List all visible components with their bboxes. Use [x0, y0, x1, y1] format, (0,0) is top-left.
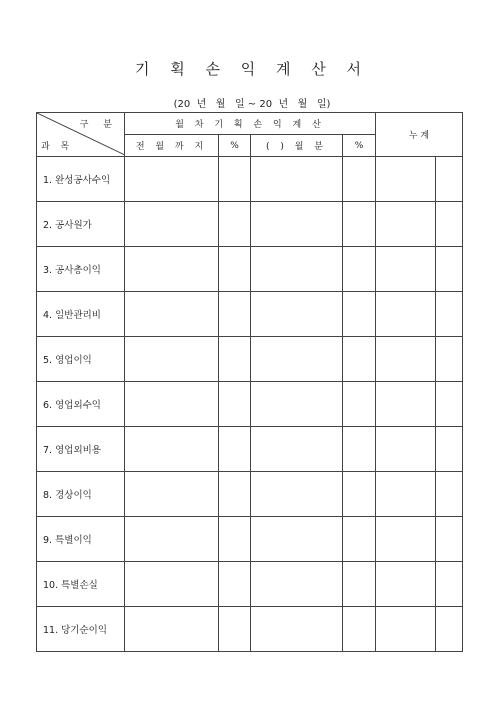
- cell-cumulative[interactable]: [376, 202, 436, 247]
- header-pct-1: %: [219, 135, 251, 157]
- row-label: 3. 공사총이익: [37, 247, 125, 292]
- cell-cumulative-pct[interactable]: [436, 202, 463, 247]
- cell-cumulative[interactable]: [376, 292, 436, 337]
- cell-pct[interactable]: [343, 157, 376, 202]
- cell-cumulative[interactable]: [376, 157, 436, 202]
- cell-prev-month[interactable]: [125, 292, 219, 337]
- cell-pct[interactable]: [219, 157, 251, 202]
- cell-month[interactable]: [251, 292, 343, 337]
- cell-month[interactable]: [251, 517, 343, 562]
- table-row: [37, 562, 463, 607]
- cell-cumulative-pct[interactable]: [436, 382, 463, 427]
- cell-prev-month[interactable]: [125, 562, 219, 607]
- table-row: [37, 607, 463, 652]
- cell-prev-month[interactable]: [125, 427, 219, 472]
- cell-prev-month[interactable]: [125, 247, 219, 292]
- cell-prev-month[interactable]: [125, 607, 219, 652]
- table-row: [37, 382, 463, 427]
- cell-prev-month[interactable]: [125, 337, 219, 382]
- header-row-top: [37, 113, 463, 135]
- cell-cumulative-pct[interactable]: [436, 247, 463, 292]
- table-row: [37, 472, 463, 517]
- header-prev-month: 전 월 까 지: [125, 135, 219, 157]
- cell-cumulative-pct[interactable]: [436, 337, 463, 382]
- row-label: 7. 영업외비용: [37, 427, 125, 472]
- row-label: 1. 완성공사수익: [37, 157, 125, 202]
- header-month-part: ( ) 월 분: [251, 135, 343, 157]
- cell-cumulative[interactable]: [376, 607, 436, 652]
- row-label: 10. 특별손실: [37, 562, 125, 607]
- header-cumulative: 누 계: [376, 113, 463, 157]
- cell-pct[interactable]: [343, 337, 376, 382]
- cell-cumulative[interactable]: [376, 517, 436, 562]
- cell-pct[interactable]: [219, 562, 251, 607]
- row-label: 11. 당기순이익: [37, 607, 125, 652]
- header-gubun: 구 분: [79, 120, 118, 130]
- cell-prev-month[interactable]: [125, 157, 219, 202]
- cell-month[interactable]: [251, 382, 343, 427]
- cell-month[interactable]: [251, 427, 343, 472]
- cell-pct[interactable]: [219, 517, 251, 562]
- cell-prev-month[interactable]: [125, 382, 219, 427]
- cell-cumulative-pct[interactable]: [436, 517, 463, 562]
- row-label: 2. 공사원가: [37, 202, 125, 247]
- table-row: [37, 427, 463, 472]
- cell-pct[interactable]: [219, 202, 251, 247]
- cell-month[interactable]: [251, 472, 343, 517]
- cell-cumulative[interactable]: [376, 472, 436, 517]
- row-label: 5. 영업이익: [37, 337, 125, 382]
- row-label: 9. 특별이익: [37, 517, 125, 562]
- cell-pct[interactable]: [343, 382, 376, 427]
- cell-pct[interactable]: [219, 427, 251, 472]
- cell-cumulative-pct[interactable]: [436, 292, 463, 337]
- cell-cumulative[interactable]: [376, 337, 436, 382]
- cell-cumulative-pct[interactable]: [436, 607, 463, 652]
- cell-pct[interactable]: [343, 472, 376, 517]
- cell-month[interactable]: [251, 247, 343, 292]
- cell-cumulative[interactable]: [376, 562, 436, 607]
- document-title: 기 획 손 익 계 산 서: [134, 60, 370, 78]
- cell-pct[interactable]: [343, 517, 376, 562]
- cell-cumulative-pct[interactable]: [436, 472, 463, 517]
- cell-month[interactable]: [251, 337, 343, 382]
- cell-cumulative[interactable]: [376, 382, 436, 427]
- cell-pct[interactable]: [343, 292, 376, 337]
- cell-pct[interactable]: [343, 202, 376, 247]
- cell-pct[interactable]: [343, 607, 376, 652]
- row-label: 8. 경상이익: [37, 472, 125, 517]
- table-row: [37, 247, 463, 292]
- cell-prev-month[interactable]: [125, 517, 219, 562]
- cell-pct[interactable]: [219, 292, 251, 337]
- period-range: (20 년 월 일 ~ 20 년 월 일): [173, 99, 331, 110]
- cell-pct[interactable]: [219, 472, 251, 517]
- cell-cumulative[interactable]: [376, 247, 436, 292]
- table-row: [37, 517, 463, 562]
- table-row: [37, 202, 463, 247]
- header-corner-cell: [37, 113, 125, 157]
- cell-month[interactable]: [251, 157, 343, 202]
- cell-pct[interactable]: [219, 382, 251, 427]
- table-row: [37, 157, 463, 202]
- cell-pct[interactable]: [343, 427, 376, 472]
- cell-pct[interactable]: [219, 337, 251, 382]
- cell-cumulative[interactable]: [376, 427, 436, 472]
- row-label: 4. 일반관리비: [37, 292, 125, 337]
- cell-pct[interactable]: [343, 562, 376, 607]
- cell-cumulative-pct[interactable]: [436, 427, 463, 472]
- cell-month[interactable]: [251, 607, 343, 652]
- header-monthly-group: 월 차 기 획 손 익 계 산: [125, 113, 376, 135]
- row-label: 6. 영업외수익: [37, 382, 125, 427]
- cell-prev-month[interactable]: [125, 472, 219, 517]
- table-row: [37, 292, 463, 337]
- cell-pct[interactable]: [219, 247, 251, 292]
- table-row: [37, 337, 463, 382]
- header-pct-2: %: [343, 135, 376, 157]
- cell-pct[interactable]: [343, 247, 376, 292]
- cell-cumulative-pct[interactable]: [436, 562, 463, 607]
- cell-month[interactable]: [251, 202, 343, 247]
- cell-month[interactable]: [251, 562, 343, 607]
- cell-cumulative-pct[interactable]: [436, 157, 463, 202]
- cell-prev-month[interactable]: [125, 202, 219, 247]
- cell-pct[interactable]: [219, 607, 251, 652]
- header-gwamok: 과 목: [41, 142, 74, 152]
- income-statement-table: [36, 112, 463, 652]
